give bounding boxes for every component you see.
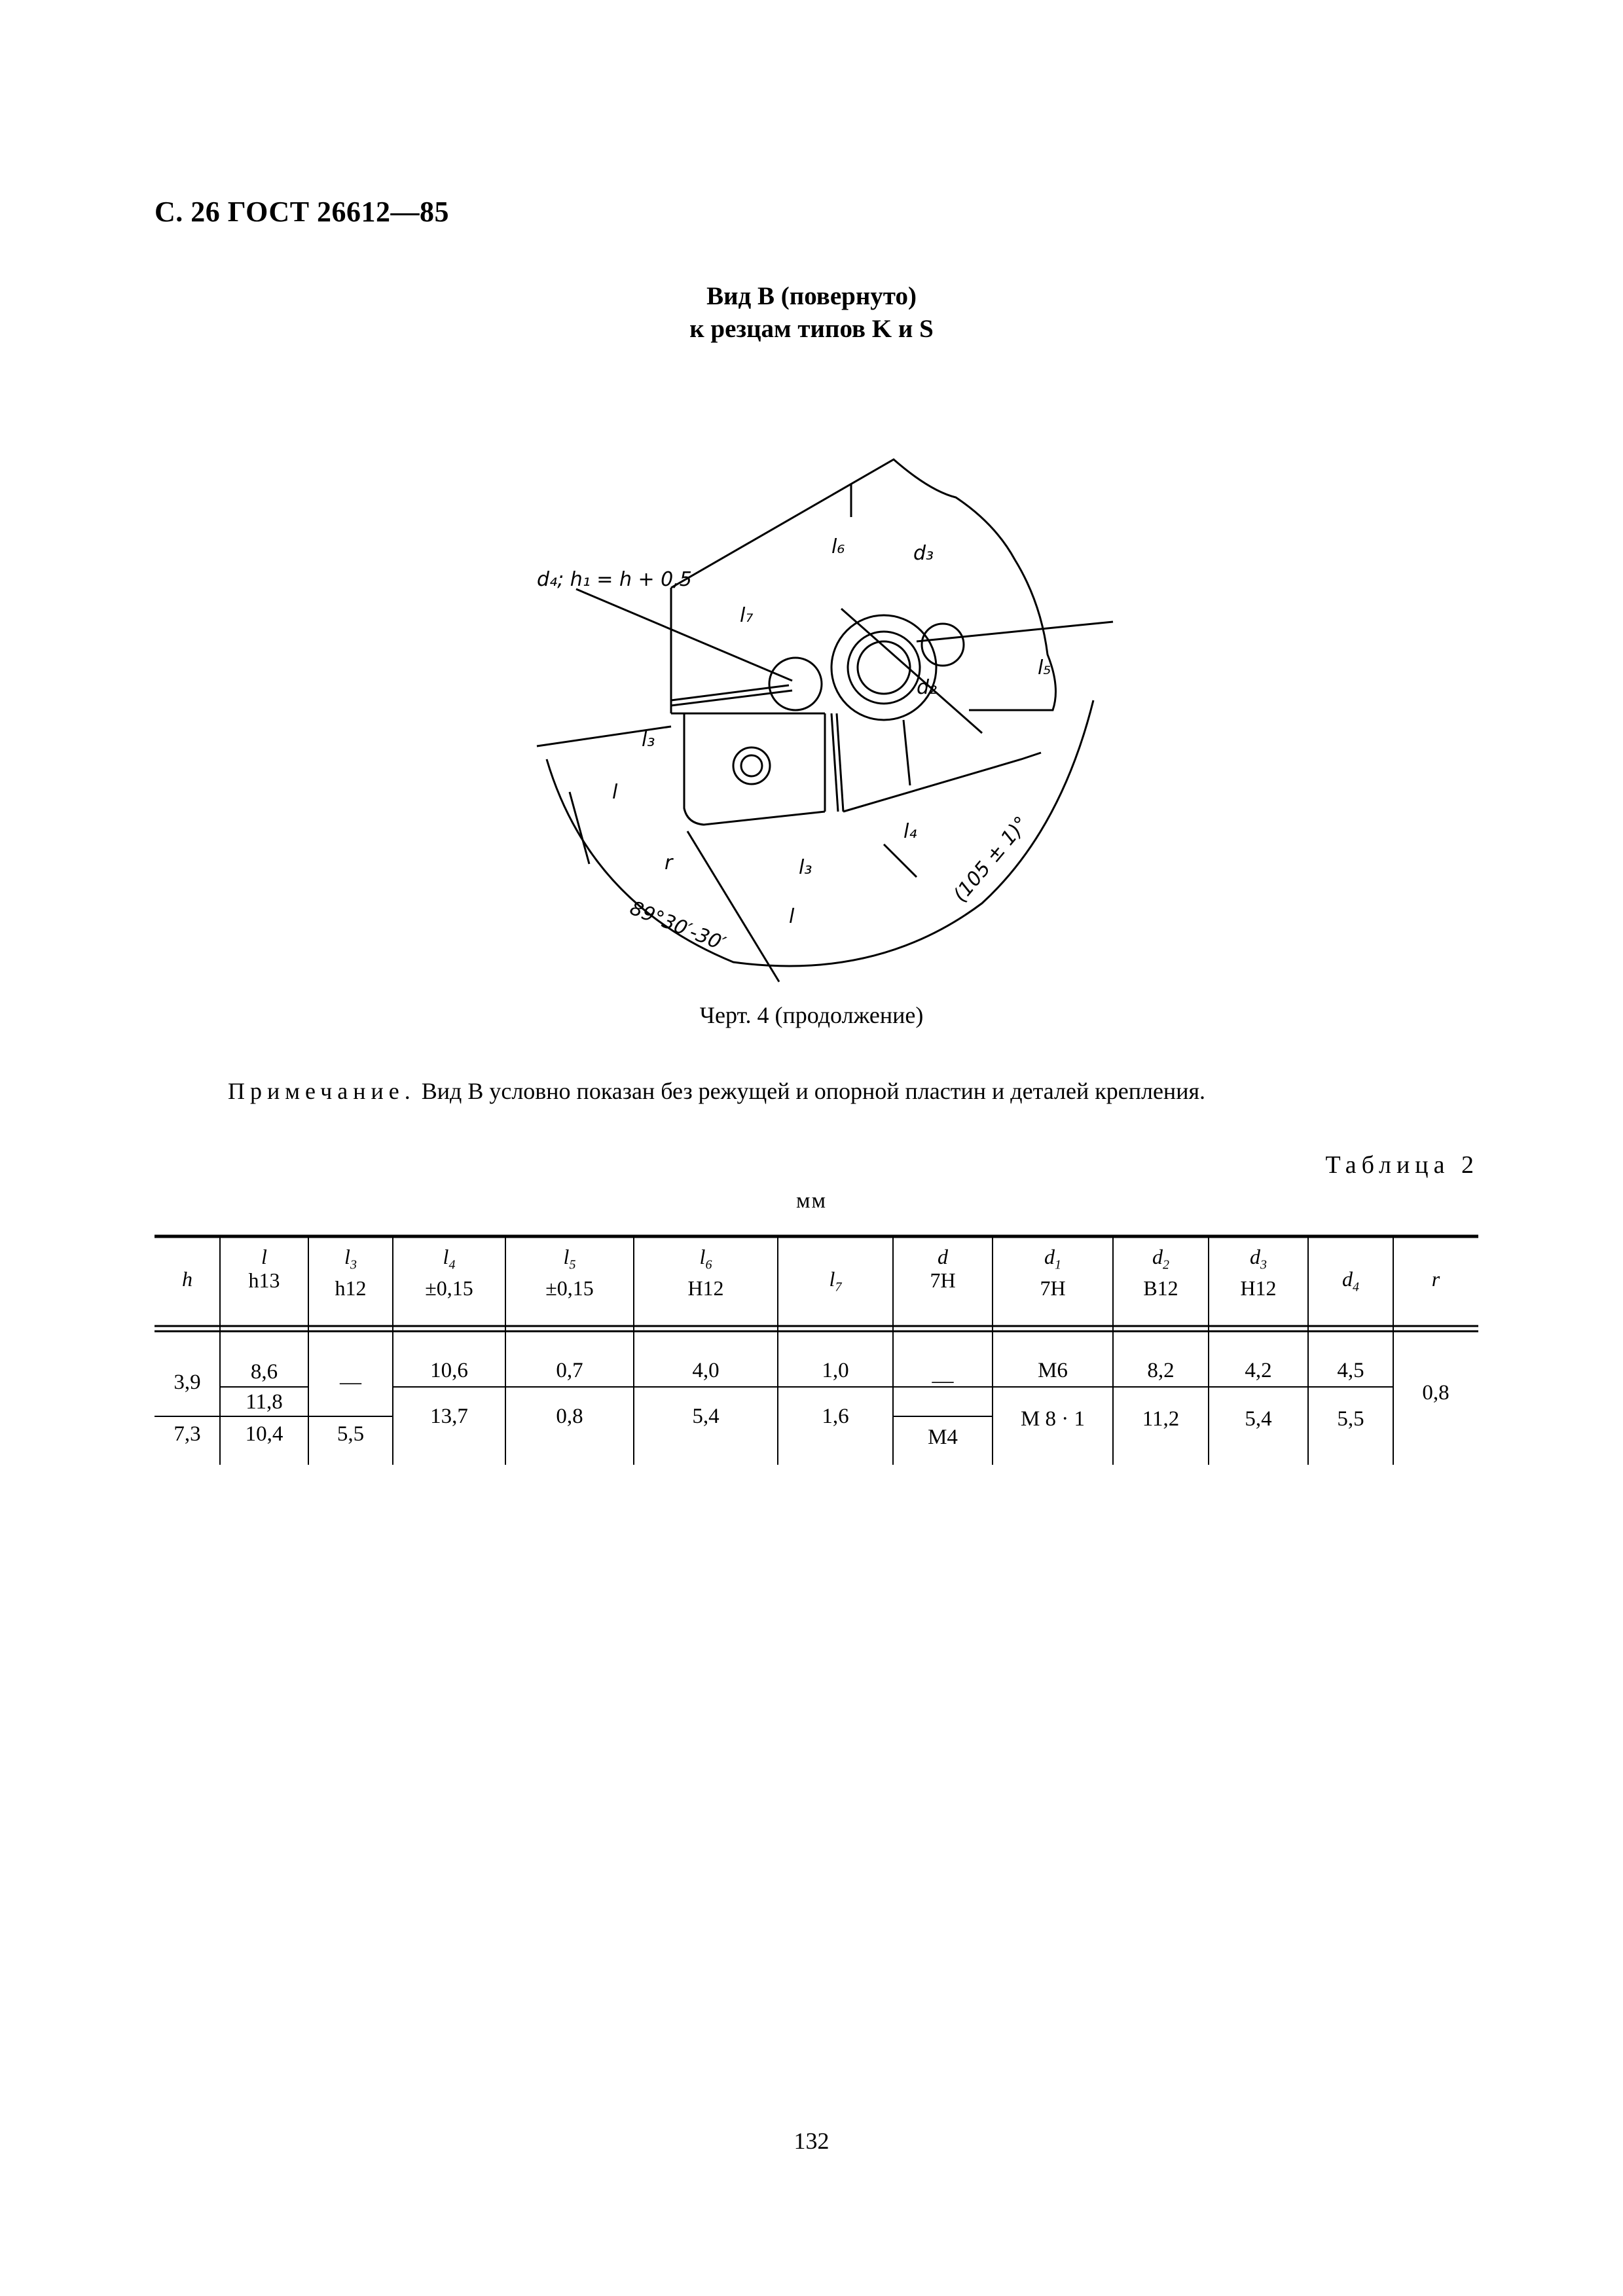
table-units: мм <box>795 1189 828 1213</box>
cell-d3-2: 5,4 <box>1245 1407 1272 1431</box>
cell-d-2: M4 <box>928 1426 958 1449</box>
header-d2: $d_2$ B12 <box>1143 1245 1178 1300</box>
cell-d3-1: 4,2 <box>1245 1359 1272 1382</box>
cell-d1-1: M6 <box>1038 1359 1068 1382</box>
cell-d4-1: 4,5 <box>1337 1359 1364 1382</box>
cell-d2-2: 11,2 <box>1142 1407 1180 1431</box>
cell-l4-1: 10,6 <box>430 1359 468 1382</box>
hole-d4 <box>769 658 822 710</box>
cell-d-1: — <box>932 1369 954 1393</box>
cell-l6-1: 4,0 <box>692 1359 720 1382</box>
label-l4: l₄ <box>903 820 917 843</box>
header-d1: $d_1$ 7H <box>1040 1245 1066 1300</box>
cell-l5-1: 0,7 <box>556 1359 583 1382</box>
label-l6: l₆ <box>831 535 845 558</box>
page-header: С. 26 ГОСТ 26612—85 <box>155 196 450 228</box>
label-d4-h1: d₄; h₁ = h + 0,5 <box>537 568 692 591</box>
data-table <box>155 1234 1478 1465</box>
header-l5: $l_5$ ±0,15 <box>545 1245 594 1300</box>
cell-l-2: 10,4 <box>245 1422 283 1446</box>
cell-l-1b: 11,8 <box>246 1390 283 1414</box>
label-l5: l₅ <box>1038 656 1051 679</box>
label-angle-105: (105 ± 1)° <box>949 812 1034 907</box>
cell-l6-2: 5,4 <box>692 1405 720 1428</box>
drawing-outline <box>537 459 1113 982</box>
header-r: r <box>1431 1267 1440 1291</box>
leader-d4 <box>576 589 792 681</box>
label-l-bottom: l <box>789 905 795 928</box>
cell-l7-1: 1,0 <box>822 1359 849 1382</box>
cell-l7-2: 1,6 <box>822 1405 849 1428</box>
cell-d2-1: 8,2 <box>1147 1359 1175 1382</box>
label-d2: d₂ <box>917 676 938 699</box>
hole-small-outer <box>733 747 770 784</box>
cell-l3-2: 5,5 <box>337 1422 365 1446</box>
header-l3: $l_3$ h12 <box>335 1245 367 1300</box>
cell-r: 0,8 <box>1422 1381 1450 1405</box>
view-title <box>0 280 1623 346</box>
cell-l-1: 8,6 <box>250 1360 278 1384</box>
label-l7: l₇ <box>740 604 754 627</box>
header-l: l h13 <box>248 1245 280 1292</box>
technical-drawing <box>484 445 1159 988</box>
dim-line-l4 <box>884 844 917 877</box>
note-text: Вид В условно показан без режущей и опорной пластин и деталей крепления. <box>421 1078 1206 1104</box>
header-d: d 7H <box>930 1245 956 1292</box>
cell-d1-2: M 8 · 1 <box>1020 1407 1085 1431</box>
hole-d3 <box>922 624 964 666</box>
header-d4: $d_4$ <box>1342 1267 1359 1295</box>
figure-caption: Черт. 4 (продолжение) <box>699 1002 924 1028</box>
note <box>228 1077 1205 1105</box>
cell-h-2: 7,3 <box>173 1422 201 1446</box>
cell-l5-2: 0,8 <box>556 1405 583 1428</box>
label-r: r <box>665 852 673 874</box>
table-title: Таблица 2 <box>1325 1151 1479 1179</box>
hole-small-inner <box>741 755 762 776</box>
view-title-line-2: к резцам типов K и S <box>689 315 934 343</box>
hole-d2 <box>858 641 910 694</box>
cell-h-1: 3,9 <box>173 1371 201 1394</box>
view-title-line-1: Вид В (повернуто) <box>706 282 917 310</box>
header-l4: $l_4$ ±0,15 <box>425 1245 473 1300</box>
bottom-edge <box>843 753 1041 812</box>
dim-vert-l <box>570 792 589 864</box>
cell-l4-2: 13,7 <box>430 1405 468 1428</box>
header-h: h <box>182 1267 192 1291</box>
drawing-svg <box>484 445 1159 988</box>
label-l-side: l <box>612 781 618 804</box>
insert-pocket <box>684 713 825 825</box>
page-number: 132 <box>793 2128 830 2154</box>
cell-l3-1: — <box>340 1371 361 1394</box>
cell-d4-2: 5,5 <box>1337 1407 1364 1431</box>
header-d3: $d_3$ H12 <box>1240 1245 1277 1300</box>
body-outline <box>671 459 1056 710</box>
label-d3: d₃ <box>913 542 934 565</box>
header-l6: $l_6$ H12 <box>687 1245 724 1300</box>
axis-bottom <box>903 720 910 785</box>
dim-line-l <box>687 831 779 982</box>
note-label: Примечание. <box>228 1078 416 1104</box>
label-l3-side: l₃ <box>642 728 655 751</box>
header-l7: $l_7$ <box>829 1267 842 1295</box>
label-l3-bottom: l₃ <box>799 856 812 879</box>
label-angle-89: 89°30′-30′ <box>627 896 729 956</box>
